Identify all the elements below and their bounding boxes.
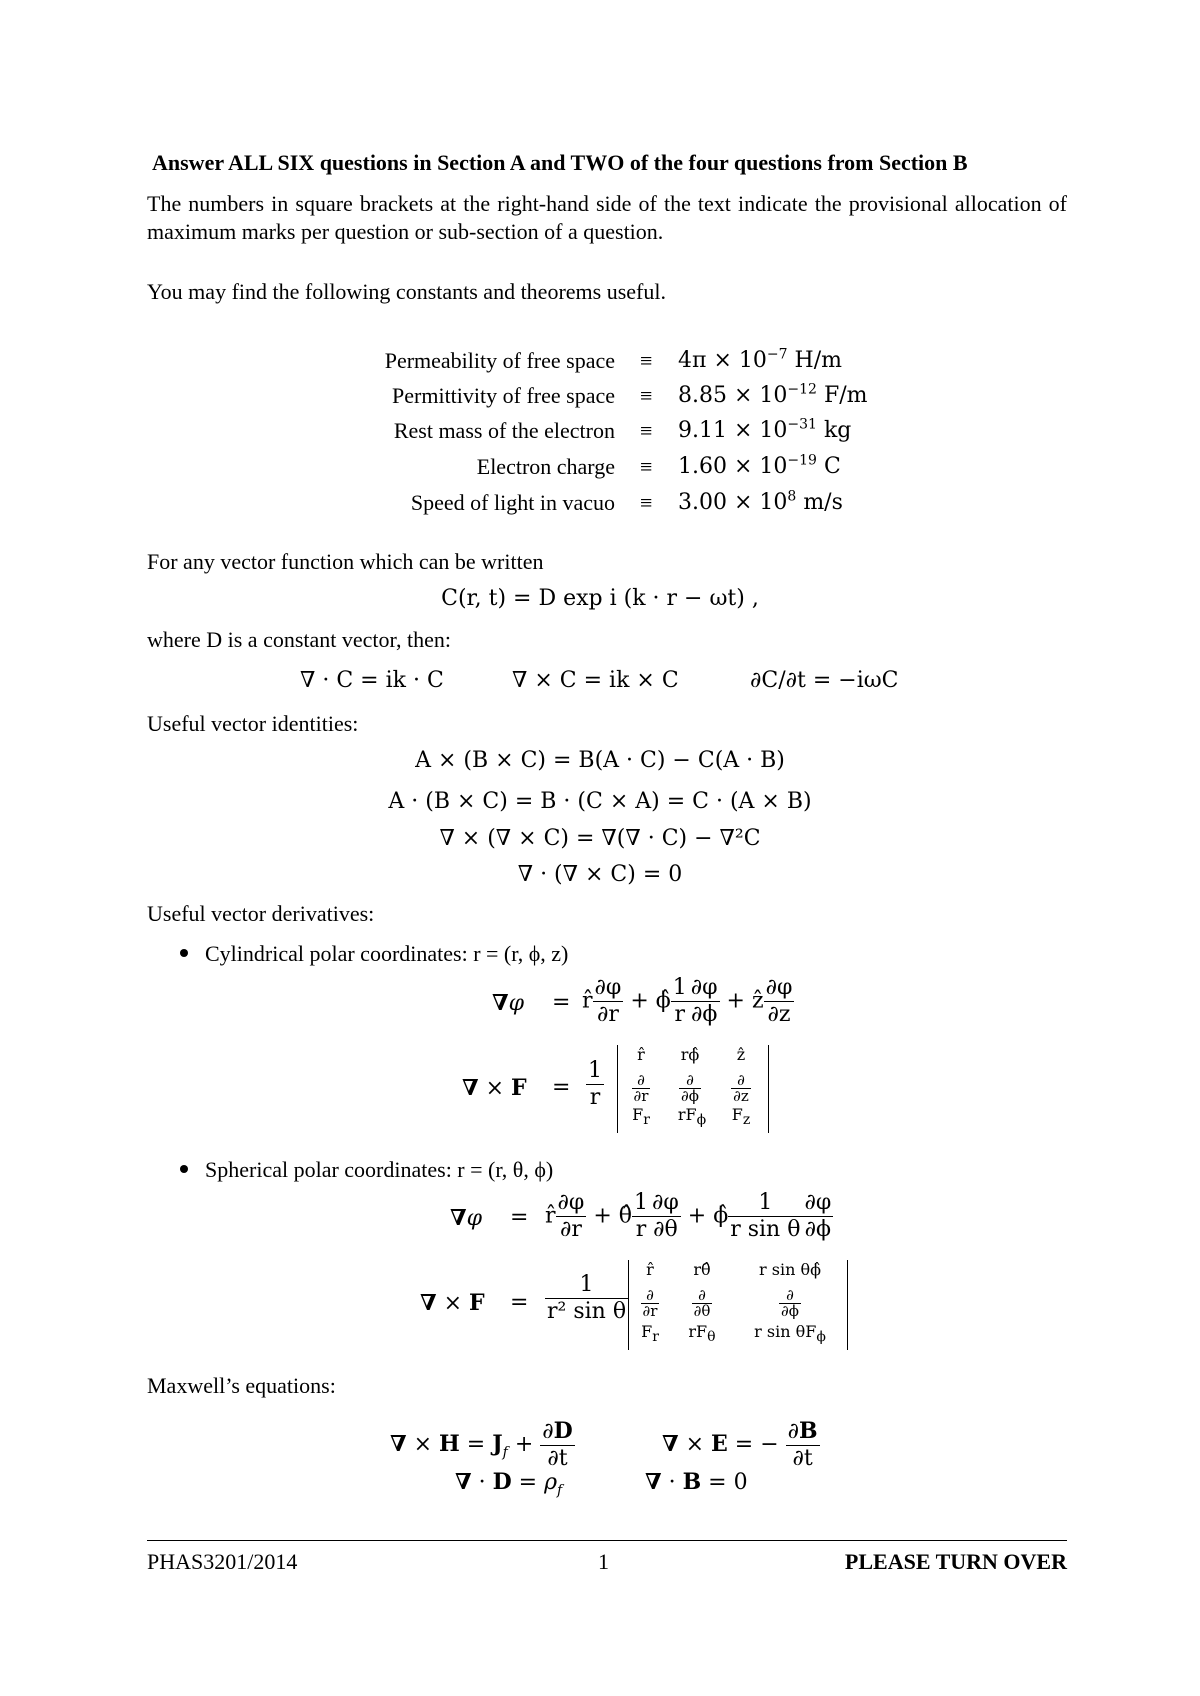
cylindrical-determinant: r̂ rϕ̂ ẑ $\frac{\partial}{\partial r}$ $\frac{\partial}{\partial\phi}$ $\frac{\partial}{\partial z}$ Fr rFϕ Fz [617,1045,769,1133]
constants-intro: You may find the following constants and theorems useful. [147,279,666,304]
cylindrical-gradient-lhs: ∇φ [492,990,524,1016]
turn-over-note: PLEASE TURN OVER [844,1549,1067,1574]
equals-sign: = [510,1205,529,1230]
bullet-icon [180,949,188,957]
spherical-curl-lhs: ∇ × F [420,1290,485,1316]
constant-value: $3.00 \times 10^8$ m/s [678,488,843,515]
prefactor: $\frac{1}{\text{r² sin θ}}$ [547,1272,627,1324]
faraday-equation: ∇ × E = − $\frac{\partial B}{\partial t}$ [662,1418,818,1471]
equivalence-symbol: ≡ [640,418,653,443]
prefactor: $\frac{1}{r}$ [588,1058,602,1110]
vector-function-equation: C(r, t) = D exp i (k · r − ωt) , [441,586,759,611]
equivalence-symbol: ≡ [640,490,653,515]
identities-heading: Useful vector identities: [147,711,359,736]
equivalence-symbol: ≡ [640,348,653,373]
constant-name: Rest mass of the electron [393,418,615,443]
constant-name: Speed of light in vacuo [410,490,615,515]
vector-identity: ∇ × (∇ × C) = ∇(∇ · C) − ∇²C [439,826,761,851]
equivalence-symbol: ≡ [640,383,653,408]
intro-paragraph: The numbers in square brackets at the right-hand side of the text indicate the provisional allocation of maximum marks per question or sub-section of a question. [147,191,1067,244]
constant-value: $9.11 \times 10^{-31}$ kg [678,416,852,443]
maxwell-heading: Maxwell’s equations: [147,1373,336,1398]
cylindrical-label: Cylindrical polar coordinates: r = (r, ϕ, z) [205,941,569,966]
constant-value: $4\pi \times 10^{-7}$ H/m [678,346,842,373]
spherical-gradient-rhs: r̂ $\frac{\partial\varphi}{\partial r}$ + θ̂ $\frac{1}{r}$ $\frac{\partial\varphi}{\partial\theta}$ + ϕ̂ $\frac{1}{\text{r sin θ}}$ $\frac{\partial\varphi}{\partial\phi}$ [545,1190,832,1242]
vector-function-intro: For any vector function which can be written [147,549,544,574]
equivalence-symbol: ≡ [640,454,653,479]
time-derivative-equation: ∂C/∂t = −iωC [750,668,899,693]
cylindrical-gradient-rhs: r̂ $\frac{\partial\varphi}{\partial r}$ + ϕ̂ $\frac{1}{r}$ $\frac{\partial\varphi}{\partial\phi}$ + ẑ $\frac{\partial\varphi}{\partial z}$ [582,975,793,1027]
no-monopole-equation: ∇ · B = 0 [645,1469,748,1495]
derivatives-heading: Useful vector derivatives: [147,901,375,926]
vector-identity: A · (B × C) = B · (C × A) = C · (A × B) [388,789,812,814]
spherical-gradient-lhs: ∇φ [450,1205,482,1231]
instructions-heading: Answer ALL SIX questions in Section A and TWO of the four questions from Section B [152,150,968,175]
constant-name: Permeability of free space [384,348,615,373]
equals-sign: = [510,1290,529,1315]
equals-sign: = [552,990,571,1015]
page-number: 1 [598,1549,609,1574]
where-text: where D is a constant vector, then: [147,627,451,652]
constant-name: Permittivity of free space [392,383,615,408]
bullet-icon [180,1165,188,1173]
course-code: PHAS3201/2014 [147,1549,298,1574]
vector-identity: ∇ · (∇ × C) = 0 [517,862,683,887]
gauss-law-equation: ∇ · $D = \rho_f$ [455,1469,563,1499]
vector-identity: A × (B × C) = B(A · C) − C(A · B) [415,748,785,773]
spherical-label: Spherical polar coordinates: r = (r, θ, ϕ) [205,1157,554,1182]
constant-value: $8.85 \times 10^{-12}$ F/m [678,381,868,408]
constant-value: $1.60 \times 10^{-19}$ C [678,452,841,479]
equals-sign: = [552,1075,571,1100]
ampere-maxwell-equation: ∇ × $H = J_f$ + $\frac{\partial D}{\partial t}$ [390,1418,573,1471]
spherical-determinant: r̂ rθ̂ r sin θϕ̂ $\frac{\partial}{\partial r}$ $\frac{\partial}{\partial\theta}$ $\frac{\partial}{\partial\phi}$ Fr rFθ r sin θFϕ [628,1260,848,1350]
cylindrical-curl-lhs: ∇ × F [462,1075,527,1101]
constant-name: Electron charge [476,454,615,479]
footer-rule [147,1540,1067,1541]
divergence-equation: ∇ · C = ik · C [300,668,444,693]
curl-equation: ∇ × C = ik × C [512,668,679,693]
